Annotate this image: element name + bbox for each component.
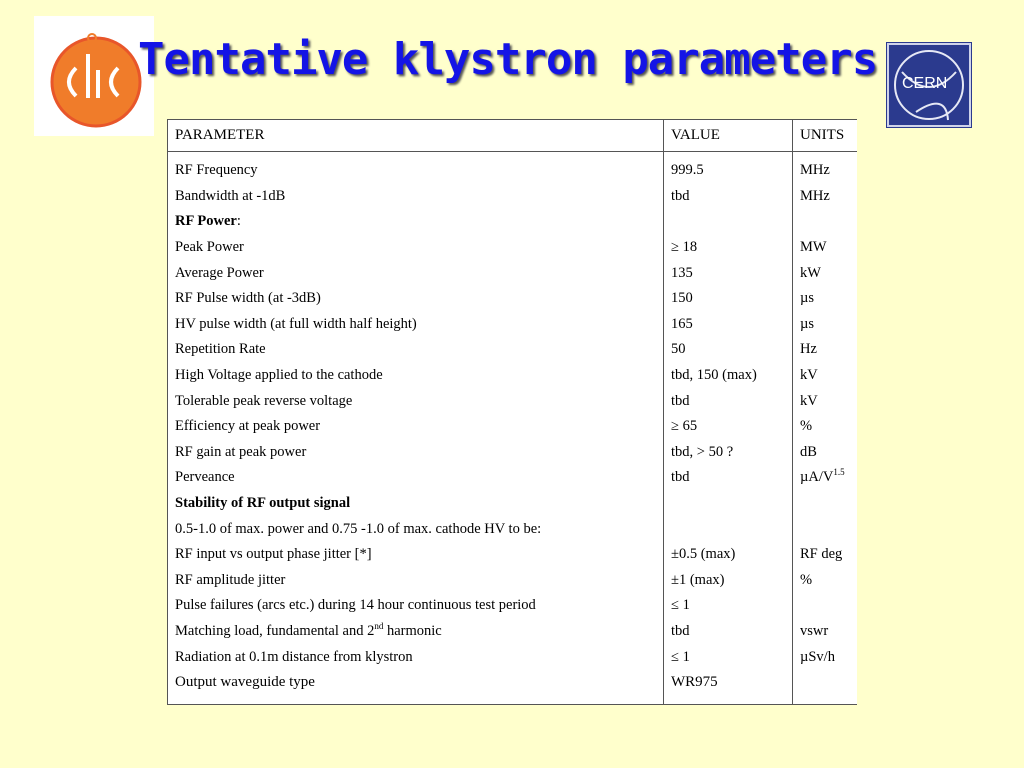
table-row	[168, 209, 857, 235]
units-cell	[793, 516, 858, 542]
table-filler-row	[168, 695, 857, 705]
param-cell: Bandwidth at -1dB	[168, 184, 664, 210]
param-cell: High Voltage applied to the cathode	[168, 363, 664, 389]
value-cell	[664, 209, 793, 235]
param-cell: Pulse failures (arcs etc.) during 14 hour continuous test period	[168, 593, 664, 619]
table-row	[168, 593, 857, 619]
units-cell: kV	[800, 367, 818, 384]
header-parameter: PARAMETER	[168, 120, 664, 152]
units-cell: dB	[800, 443, 817, 460]
units-cell: RF deg	[800, 546, 843, 563]
units-cell: %	[800, 571, 813, 588]
param-cell: 0.5-1.0 of max. power and 0.75 -1.0 of max. cathode HV to be:	[168, 516, 664, 542]
table-row	[168, 184, 857, 210]
value-cell: WR975	[664, 670, 793, 696]
param-cell	[168, 209, 664, 235]
units-cell: kW	[800, 264, 821, 281]
value-cell: 999.5	[664, 152, 793, 184]
value-cell: 50	[664, 337, 793, 363]
table-row	[168, 516, 857, 542]
units-cell: kV	[800, 392, 818, 409]
value-cell	[664, 235, 793, 261]
units-cell: %	[800, 418, 813, 435]
param-cell: RF amplitude jitter	[168, 568, 664, 594]
param-cell	[168, 619, 664, 645]
param-text: Matching load, fundamental and 2	[175, 622, 375, 639]
value-cell: tbd	[664, 388, 793, 414]
value-number: 65	[682, 418, 698, 435]
units-cell: MHz	[800, 187, 830, 204]
table-row	[168, 260, 857, 286]
param-tail: harmonic	[383, 622, 442, 639]
table-row	[168, 152, 857, 184]
table-row	[168, 440, 857, 466]
table-row	[168, 542, 857, 568]
parameters-table	[167, 119, 857, 705]
cern-logo-text: CERN	[902, 75, 948, 92]
units-cell: MHz	[800, 162, 830, 179]
table-row	[168, 337, 857, 363]
section-label-rf-power: RF Power	[175, 213, 237, 230]
table-row	[168, 363, 857, 389]
value-cell: 135	[664, 260, 793, 286]
table-row	[168, 388, 857, 414]
value-number: 1	[682, 597, 690, 614]
cern-logo	[886, 42, 972, 128]
value-cell	[664, 593, 793, 619]
clic-logo	[34, 16, 154, 136]
table-row	[168, 491, 857, 517]
units-cell: Hz	[800, 341, 817, 358]
param-cell: RF gain at peak power	[168, 440, 664, 466]
clic-logo-icon	[34, 16, 154, 136]
table-row	[168, 644, 857, 670]
value-cell: 150	[664, 286, 793, 312]
cern-logo-icon	[886, 42, 972, 128]
filler-cell	[664, 695, 793, 705]
leq-symbol: ≤	[671, 648, 679, 665]
units-cell	[793, 465, 858, 491]
units-cell	[793, 491, 858, 517]
param-cell: Tolerable peak reverse voltage	[168, 388, 664, 414]
param-cell: Radiation at 0.1m distance from klystron	[168, 644, 664, 670]
table-row	[168, 465, 857, 491]
geq-symbol: ≥	[671, 418, 679, 435]
filler-cell	[793, 695, 858, 705]
table-row	[168, 235, 857, 261]
table-row	[168, 568, 857, 594]
value-number: 18	[682, 239, 698, 256]
slide-title: Tentative klystron parameters	[138, 34, 878, 85]
value-number: 1	[682, 648, 690, 665]
section-label-suffix: :	[236, 213, 241, 230]
units-cell: µSv/h	[800, 648, 835, 665]
param-cell: Peak Power	[168, 235, 664, 261]
value-cell: tbd	[664, 619, 793, 645]
leq-symbol: ≤	[671, 597, 679, 614]
value-cell	[664, 516, 793, 542]
param-cell: Output waveguide type	[168, 670, 664, 696]
param-superscript: nd	[374, 620, 384, 631]
units-cell: MW	[800, 239, 827, 256]
param-cell: Average Power	[168, 260, 664, 286]
section-label-stability: Stability of RF output signal	[168, 491, 664, 517]
param-cell: RF input vs output phase jitter [*]	[168, 542, 664, 568]
units-superscript: 1.5	[833, 467, 845, 478]
value-cell	[664, 644, 793, 670]
param-cell: HV pulse width (at full width half height)	[168, 312, 664, 338]
units-cell: µs	[800, 315, 814, 332]
table-row	[168, 619, 857, 645]
table-row	[168, 670, 857, 696]
table-row	[168, 286, 857, 312]
table-header-row	[168, 120, 857, 152]
value-cell: ±1 (max)	[664, 568, 793, 594]
units-cell	[793, 670, 858, 696]
units-text: µA/V	[800, 469, 834, 486]
geq-symbol: ≥	[671, 239, 679, 256]
header-value: VALUE	[664, 120, 793, 152]
value-cell	[664, 491, 793, 517]
value-cell: tbd, 150 (max)	[664, 363, 793, 389]
param-cell: Repetition Rate	[168, 337, 664, 363]
value-cell: tbd	[664, 465, 793, 491]
param-cell: Efficiency at peak power	[168, 414, 664, 440]
filler-cell	[168, 695, 664, 705]
units-cell: µs	[800, 290, 814, 307]
value-cell: ±0.5 (max)	[664, 542, 793, 568]
param-cell: Perveance	[168, 465, 664, 491]
units-cell	[793, 209, 858, 235]
header-units: UNITS	[793, 120, 858, 152]
table-row	[168, 312, 857, 338]
units-cell: vswr	[800, 622, 829, 639]
value-cell: 165	[664, 312, 793, 338]
value-cell: tbd	[664, 184, 793, 210]
param-cell: RF Pulse width (at -3dB)	[168, 286, 664, 312]
units-cell	[793, 593, 858, 619]
value-cell	[664, 414, 793, 440]
value-cell: tbd, > 50 ?	[664, 440, 793, 466]
table-row	[168, 414, 857, 440]
param-cell: RF Frequency	[168, 152, 664, 184]
